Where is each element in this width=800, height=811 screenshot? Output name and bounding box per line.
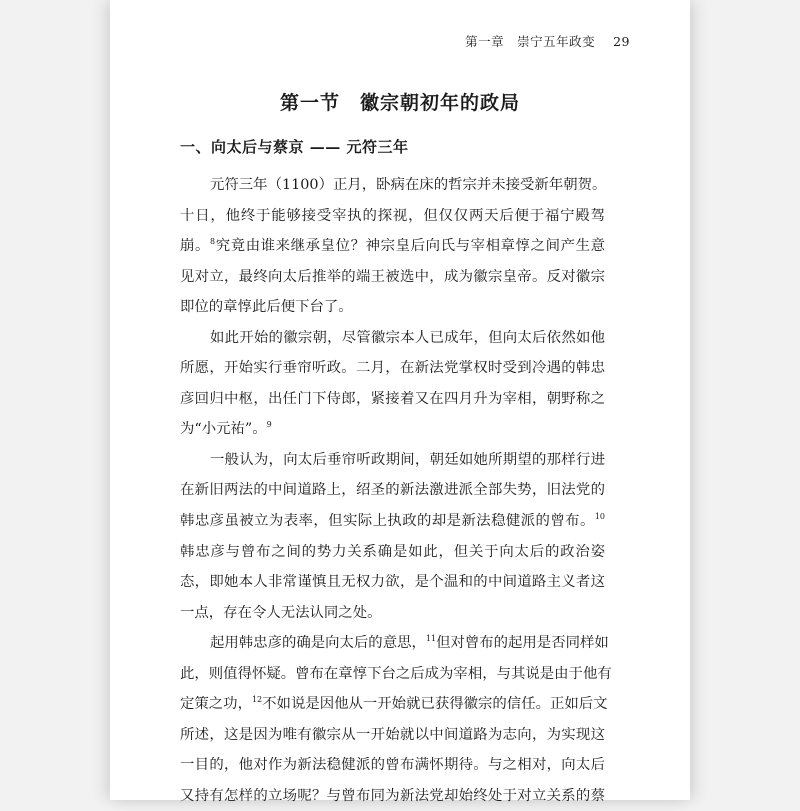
running-head bbox=[465, 32, 630, 50]
text-line: 一目的，他对作为新法稳健派的曾布满怀期待。与之相对，向太后 bbox=[180, 757, 605, 774]
text-line: 崩。$^8$究竟由谁来继承皇位？神宗皇后向氏与宰相章惇之间产生意 bbox=[180, 237, 605, 255]
text-line: 韩忠彦虽被立为表率，但实际上执政的却是新法稳健派的曾布。$^{10}$ bbox=[180, 512, 605, 530]
text-line: 定策之功，$^{12}$不如说是因他从一开始就已获得徽宗的信任。正如后文 bbox=[180, 695, 608, 713]
text-line: 元符三年（1100）正月，卧病在床的哲宗并未接受新年朝贺。 bbox=[210, 177, 607, 193]
text-line: 在新旧两法的中间道路上，绍圣的新法激进派全部失势，旧法党的 bbox=[180, 482, 605, 499]
text-line: 为“小元祐”。$^9$ bbox=[180, 420, 272, 438]
footnote-ref[interactable]: 12 bbox=[251, 695, 263, 705]
body-text bbox=[180, 170, 612, 811]
text-line: 韩忠彦与曾布之间的势力关系确是如此，但关于向太后的政治姿 bbox=[180, 543, 605, 560]
text-line: 彦回归中枢，出任门下侍郎，紧接着又在四月升为宰相，朝野称之 bbox=[180, 390, 605, 407]
section-title: 第一节 徽宗朝初年的政局 bbox=[279, 92, 520, 114]
footnote-ref[interactable]: 11 bbox=[425, 634, 437, 644]
text-line: 一点，存在令人无法认同之处。 bbox=[180, 604, 382, 621]
subsection-title: 一、向太后与蔡京 —— 元符三年 bbox=[180, 138, 409, 156]
text-line: 所述，这是因为唯有徽宗从一开始就以中间道路为志向，为实现这 bbox=[180, 726, 605, 743]
text-line: 十日，他终于能够接受宰执的探视，但仅仅两天后便于福宁殿驾 bbox=[180, 207, 605, 224]
text-line: 此，则值得怀疑。曾布在章惇下台之后成为宰相，与其说是由于他有 bbox=[180, 665, 612, 682]
chapter-title: 第一章 崇宁五年政变 bbox=[465, 34, 596, 49]
footnote-ref[interactable]: 8 bbox=[210, 237, 216, 247]
text-line: 又持有怎样的立场呢？与曾布同为新法党却始终处于对立关系的蔡 bbox=[180, 787, 605, 804]
footnote-ref[interactable]: 10 bbox=[594, 512, 605, 522]
text-line: 一般认为，向太后垂帘听政期间，朝廷如她所期望的那样行进 bbox=[210, 451, 605, 468]
text-line: 起用韩忠彦的确是向太后的意思，$^{11}$但对曾布的起用是否同样如 bbox=[210, 634, 609, 652]
page-number: 29 bbox=[613, 34, 630, 49]
text-line: 所愿，开始实行垂帘听政。二月，在新法党掌权时受到冷遇的韩忠 bbox=[180, 360, 605, 377]
footnote-ref[interactable]: 9 bbox=[266, 420, 272, 430]
text-line: 即位的章惇此后便下台了。 bbox=[180, 299, 353, 316]
text-line: 如此开始的徽宗朝，尽管徽宗本人已成年，但向太后依然如他 bbox=[210, 329, 605, 346]
book-page bbox=[110, 0, 690, 804]
text-line: 见对立，最终向太后推举的端王被选中，成为徽宗皇帝。反对徽宗 bbox=[180, 268, 605, 285]
text-line: 态，即她本人非常谨慎且无权力欲，是个温和的中间道路主义者这 bbox=[180, 574, 605, 591]
